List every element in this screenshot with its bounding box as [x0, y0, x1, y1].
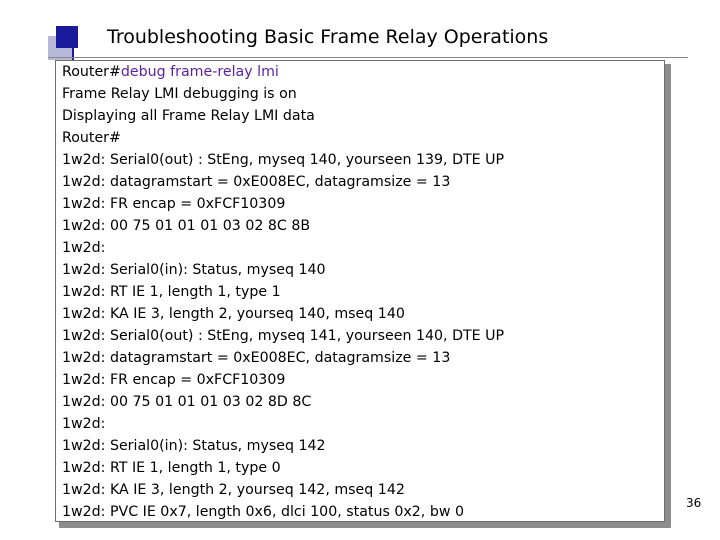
console-prompt: Router# [62, 64, 121, 80]
console-line: 1w2d: FR encap = 0xFCF10309 [62, 196, 286, 212]
console-line: 1w2d: Serial0(in): Status, myseq 140 [62, 262, 326, 278]
logo-dark-square [56, 26, 78, 48]
console-command: debug frame-relay lmi [120, 64, 279, 80]
console-line: 1w2d: Serial0(in): Status, myseq 142 [62, 438, 326, 454]
console-line: 1w2d: PVC IE 0x7, length 0x6, dlci 100, status 0x2, bw 0 [62, 504, 464, 520]
title-divider [48, 57, 688, 58]
page-number: 36 [686, 496, 702, 510]
console-line: 1w2d: 00 75 01 01 01 03 02 8C 8B [62, 218, 311, 234]
console-line: 1w2d: KA IE 3, length 2, yourseq 140, mseq 140 [62, 306, 405, 322]
console-line: Frame Relay LMI debugging is on [62, 86, 297, 102]
console-line: 1w2d: Serial0(out) : StEng, myseq 141, yourseen 140, DTE UP [62, 328, 505, 344]
console-line: 1w2d: Serial0(out) : StEng, myseq 140, yourseen 139, DTE UP [62, 152, 505, 168]
slide-title: Troubleshooting Basic Frame Relay Operations [107, 26, 549, 48]
output-lines [62, 83, 504, 523]
console-line: Displaying all Frame Relay LMI data [62, 108, 315, 124]
console-line: 1w2d: RT IE 1, length 1, type 0 [62, 460, 281, 476]
console-line: 1w2d: 00 75 01 01 01 03 02 8D 8C [62, 394, 312, 410]
console-line: 1w2d: KA IE 3, length 2, yourseq 142, mseq 142 [62, 482, 405, 498]
console-line: 1w2d: datagramstart = 0xE008EC, datagramsize = 13 [62, 350, 451, 366]
console-line: 1w2d: [62, 240, 106, 256]
console-line: 1w2d: datagramstart = 0xE008EC, datagramsize = 13 [62, 174, 451, 190]
console-line: 1w2d: FR encap = 0xFCF10309 [62, 372, 286, 388]
console-line: 1w2d: RT IE 1, length 1, type 1 [62, 284, 281, 300]
command-line [62, 61, 504, 83]
console-line: Router# [62, 130, 121, 146]
console-output [62, 61, 504, 523]
console-line: 1w2d: [62, 416, 106, 432]
